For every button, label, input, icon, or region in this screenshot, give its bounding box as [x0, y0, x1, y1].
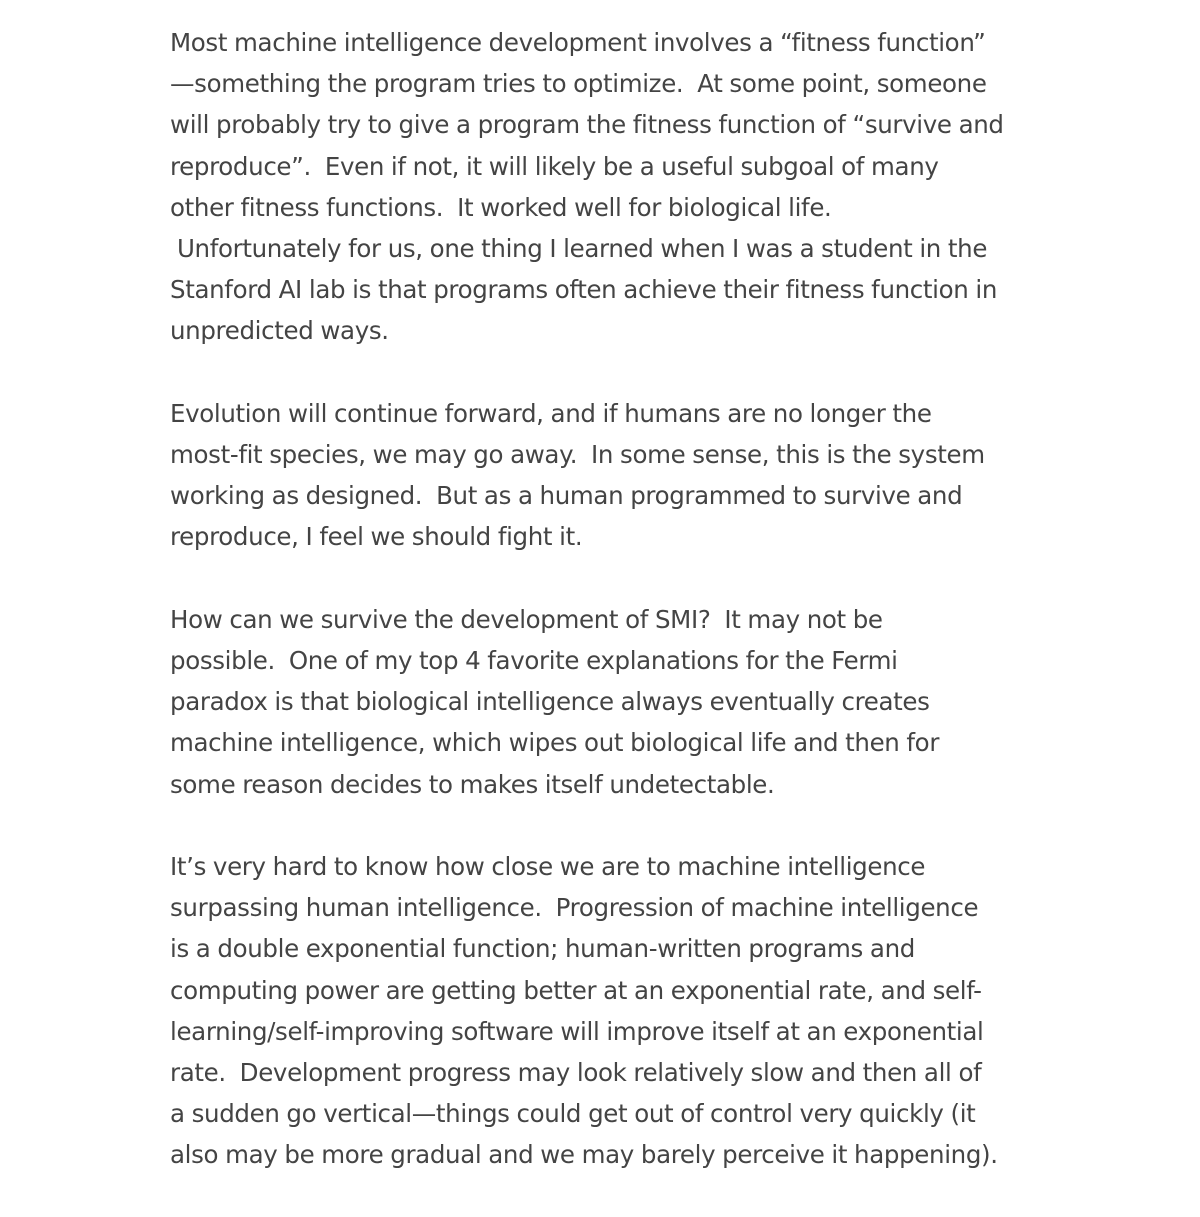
- text-line: some reason decides to makes itself undetectable.: [170, 769, 775, 799]
- text-line: is a double exponential function; human-written programs and: [170, 934, 915, 964]
- text-line: Unfortunately for us, one thing I learned when I was a student in the: [170, 234, 988, 264]
- text-line: computing power are getting better at an exponential rate, and self-: [170, 975, 982, 1005]
- text-line: most-fit species, we may go away. In some sense, this is the system: [170, 440, 985, 470]
- text-line: possible. One of my top 4 favorite explanations for the Fermi: [170, 646, 898, 676]
- paragraph-fitness-function: [170, 22, 1004, 352]
- paragraph-double-exponential: [170, 846, 1000, 1176]
- text-line: Stanford AI lab is that programs often achieve their fitness function in: [170, 275, 998, 305]
- text-line: reproduce”. Even if not, it will likely be a useful subgoal of many: [170, 151, 939, 181]
- text-line: How can we survive the development of SMI? It may not be: [170, 604, 883, 634]
- text-line: Most machine intelligence development involves a “fitness function”: [170, 28, 986, 57]
- text-line: rate. Development progress may look relatively slow and then all of: [170, 1058, 982, 1088]
- text-line: —something the program tries to optimize. At some point, someone: [170, 69, 987, 99]
- text-line: will probably try to give a program the fitness function of “survive and: [170, 110, 1004, 140]
- text-line: machine intelligence, which wipes out biological life and then for: [170, 728, 940, 758]
- paragraph-survive-smi: [170, 599, 1000, 805]
- text-line: surpassing human intelligence. Progression of machine intelligence: [170, 893, 979, 923]
- text-line: Evolution will continue forward, and if humans are no longer the: [170, 398, 932, 428]
- article-body: [170, 22, 1004, 1176]
- text-line: unpredicted ways.: [170, 316, 389, 346]
- text-line: a sudden go vertical—things could get out of control very quickly (it: [170, 1099, 976, 1129]
- text-line: It’s very hard to know how close we are to machine intelligence: [170, 852, 926, 882]
- text-line: paradox is that biological intelligence always eventually creates: [170, 687, 930, 717]
- paragraph-evolution: [170, 393, 1000, 558]
- text-line: reproduce, I feel we should fight it.: [170, 522, 583, 552]
- text-line: learning/self-improving software will improve itself at an exponential: [170, 1016, 984, 1046]
- text-line: other fitness functions. It worked well for biological life.: [170, 192, 832, 222]
- text-line: working as designed. But as a human programmed to survive and: [170, 481, 963, 511]
- text-line: also may be more gradual and we may barely perceive it happening).: [170, 1140, 998, 1170]
